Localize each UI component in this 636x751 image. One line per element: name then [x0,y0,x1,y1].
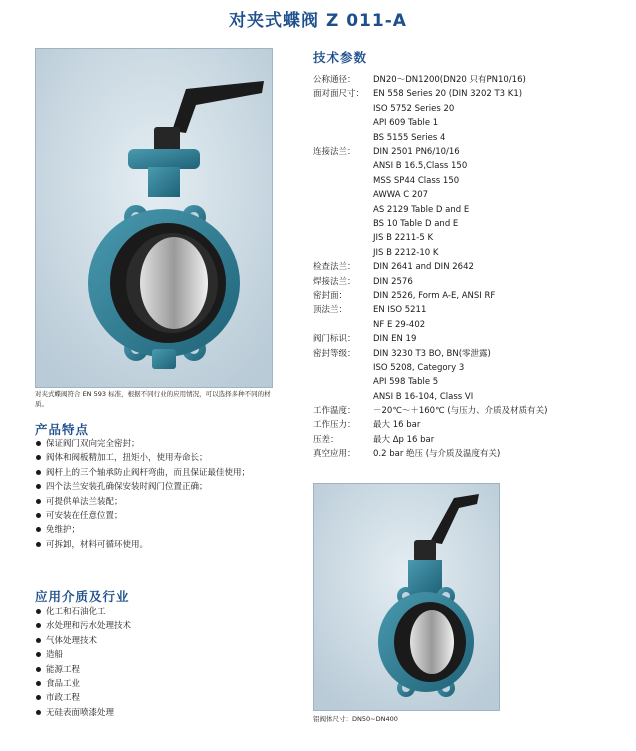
spec-value: API 609 Table 1 [373,118,439,129]
feature-item: 保证阀门双向完全密封； [36,437,261,451]
feature-item: 阀杆上的三个轴承防止阀杆弯曲，而且保证最佳使用； [36,466,261,480]
spec-value: DIN 3230 T3 BO, BN(零泄露) [373,348,491,359]
feature-item: 阀体和阀板精加工，扭矩小，使用寿命长； [36,451,261,465]
spec-values [373,73,633,87]
spec-row [313,447,633,461]
spec-values [373,275,633,289]
spec-row [313,347,633,405]
spec-value: DIN EN 19 [373,334,417,345]
spec-row [313,289,633,303]
spec-values [373,347,633,405]
spec-value: 最大 Δp 16 bar [373,434,435,445]
spec-label: 阀门标识： [313,334,356,345]
spec-label: 密封面： [313,290,348,301]
application-item: 能源工程 [36,663,261,677]
application-item: 化工和石油化工 [36,605,261,619]
spec-value: －20℃～＋160℃ (与压力、介质及材质有关) [373,406,548,417]
spec-label: 连接法兰： [313,146,356,157]
application-item: 造船 [36,648,261,662]
tech-heading: 技术参数 [313,50,368,65]
application-item: 水处理和污水处理技术 [36,619,261,633]
spec-label: 面对面尺寸： [313,89,365,100]
spec-label: 焊接法兰： [313,276,356,287]
spec-value: JIS B 2212-10 K [373,247,439,258]
spec-values [373,260,633,274]
photo1-caption: 对夹式蝶阀符合 EN 593 标准，根据不同行业的应用情况，可以选择多种不同的材质。 [35,390,271,408]
applications-heading: 应用介质及行业 [35,589,130,604]
spec-value: BS 5155 Series 4 [373,132,446,143]
spec-value: DIN 2501 PN6/10/16 [373,146,460,157]
application-item: 气体处理技术 [36,634,261,648]
spec-values [373,418,633,432]
features-heading: 产品特点 [35,422,90,437]
spec-row [313,303,633,332]
spec-value: ISO 5208, Category 3 [373,362,465,373]
applications-list [36,605,261,720]
spec-value: NF E 29-402 [373,319,426,330]
spec-row [313,87,633,145]
spec-value: ISO 5752 Series 20 [373,103,455,114]
spec-value: 最大 16 bar [373,420,421,431]
spec-label: 工作温度： [313,406,356,417]
spec-value: API 598 Table 5 [373,377,439,388]
valve-photo-large [35,48,273,388]
spec-value: ANSI B 16.5,Class 150 [373,161,468,172]
feature-item: 免维护； [36,523,261,537]
spec-value: EN ISO 5211 [373,305,427,316]
page-title: 对夹式蝶阀 Z 011-A [229,11,407,31]
application-item: 无硅表面喷漆处理 [36,706,261,720]
spec-row [313,433,633,447]
spec-value: AWWA C 207 [373,190,429,201]
spec-values [373,447,633,461]
spec-label: 工作压力： [313,420,356,431]
spec-value: EN 558 Series 20 (DIN 3202 T3 K1) [373,89,523,100]
spec-value: DN20～DN1200(DN20 只有PN10/16) [373,75,526,85]
spec-value: AS 2129 Table D and E [373,204,470,215]
spec-label: 密封等级： [313,348,356,359]
spec-row [313,418,633,432]
spec-values [373,303,633,332]
spec-value: 0.2 bar 绝压 (与介质及温度有关) [373,449,501,460]
application-item: 市政工程 [36,691,261,705]
photo2-caption: 铝阀体尺寸：DN50~DN400 [313,715,398,723]
feature-item: 可拆卸，材料可循环使用。 [36,538,261,552]
spec-values [373,289,633,303]
spec-row [313,260,633,274]
feature-item: 四个法兰安装孔确保安装时阀门位置正确； [36,480,261,494]
spec-row [313,332,633,346]
spec-label: 真空应用： [313,449,356,460]
spec-row [313,145,633,260]
spec-values [373,145,633,260]
spec-label: 公称通径： [313,75,356,85]
spec-value: DIN 2641 and DIN 2642 [373,262,474,273]
spec-row [313,73,633,87]
butterfly-valve-small-illustration [314,484,499,710]
spec-table [313,73,633,462]
spec-values [373,332,633,346]
spec-values [373,433,633,447]
feature-item: 可提供单法兰装配； [36,495,261,509]
spec-row [313,275,633,289]
spec-value: ANSI B 16-104, Class VI [373,391,474,402]
spec-value: DIN 2576 [373,276,413,287]
spec-value: MSS SP44 Class 150 [373,175,460,186]
spec-values [373,87,633,145]
spec-value: DIN 2526, Form A-E, ANSI RF [373,290,496,301]
spec-row [313,404,633,418]
butterfly-valve-illustration [36,49,272,387]
spec-value: JIS B 2211-5 K [373,233,434,244]
spec-value: BS 10 Table D and E [373,218,459,229]
spec-label: 检查法兰： [313,262,356,273]
feature-item: 可安装在任意位置； [36,509,261,523]
application-item: 食品工业 [36,677,261,691]
spec-values [373,404,633,418]
spec-label: 顶法兰： [313,305,348,316]
features-list [36,437,261,552]
spec-label: 压差： [313,434,339,445]
valve-photo-small [313,483,500,711]
